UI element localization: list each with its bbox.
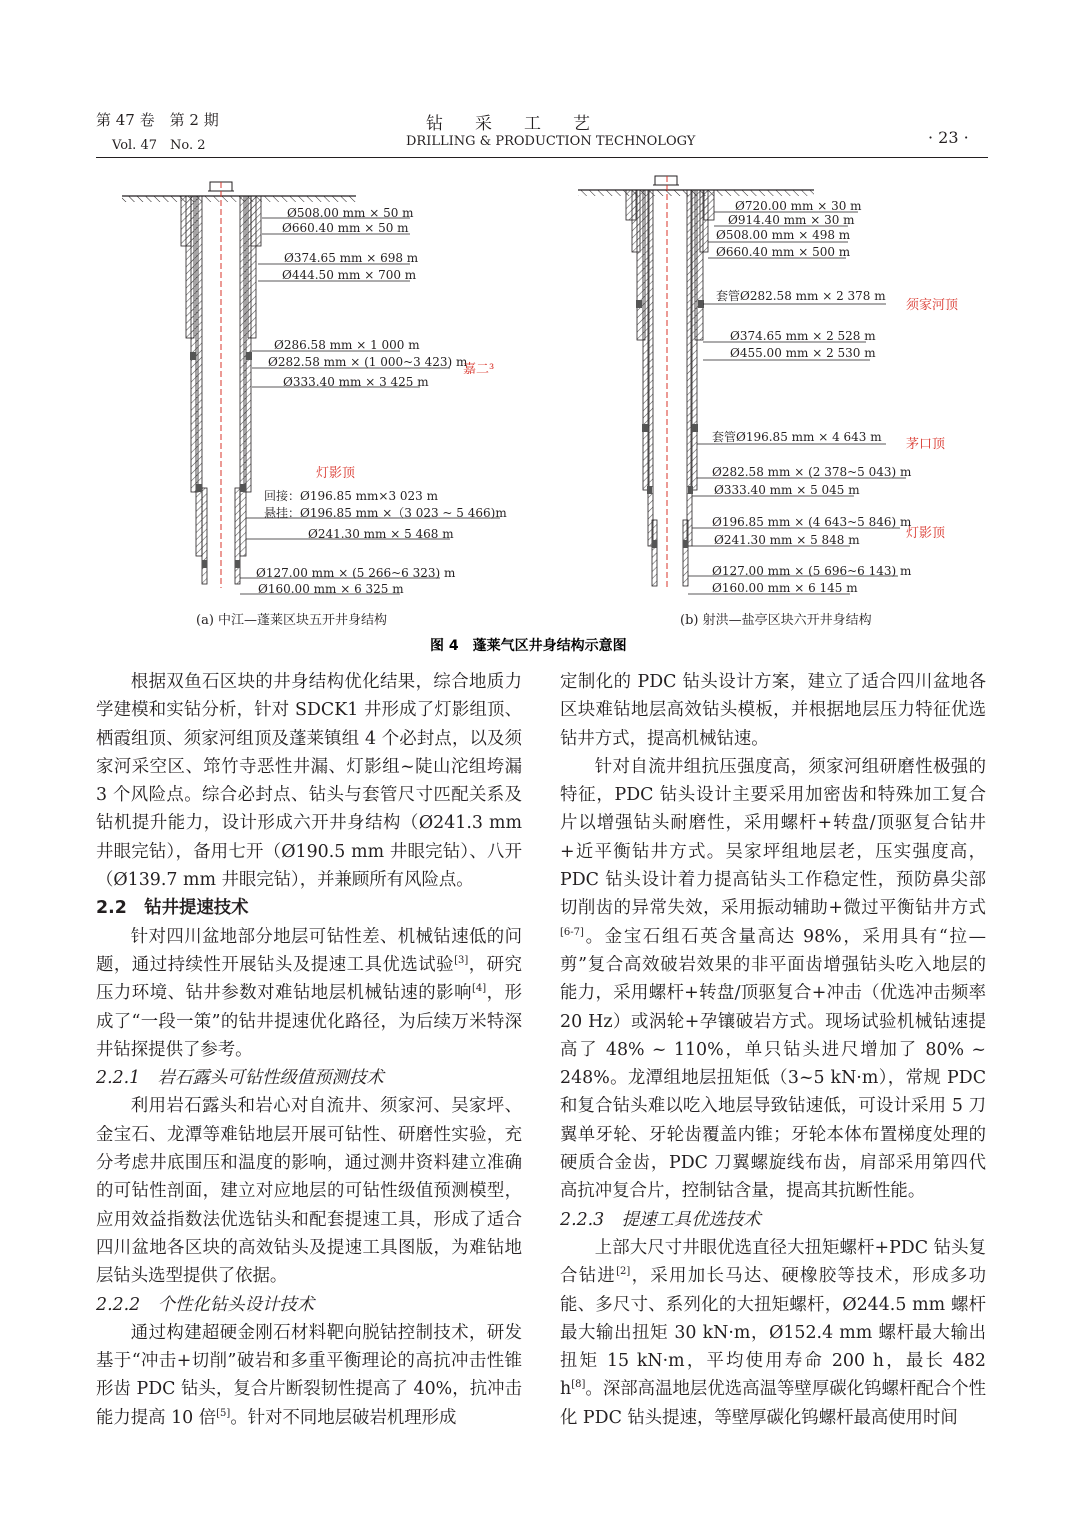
label-b-8: 套管Ø196.85 mm × 4 643 m [712, 430, 882, 444]
paragraph-r3: 上部大尺寸井眼优选直径大扭矩螺杆+PDC 钻头复合钻进[2]，采用加长马达、硬橡胶等技术，形成多功能、多尺寸、系列化的大扭矩螺杆，Ø244.5 mm 螺杆最大输出扭矩 30 kN·m，Ø152.4 mm 螺杆最大输出扭矩 15 kN·m，平均使用寿命 200 h，最长 482 h[8]。深部高温地层优选高温等壁厚碳化钨螺杆配合个性化 PDC 钻头提速，等壁厚碳化钨螺杆最高使用时间 [560, 1237, 986, 1428]
label-b-9: Ø282.58 mm × (2 378~5 043) m [712, 465, 912, 479]
label-b-12: Ø241.30 mm × 5 848 m [714, 533, 860, 547]
label-b-2: Ø914.40 mm × 30 m [728, 213, 855, 227]
label-a-5: Ø286.58 mm × 1 000 m [274, 338, 420, 352]
page-number: · 23 · [928, 128, 969, 147]
label-b-13: Ø127.00 mm × (5 696~6 143) m [712, 564, 912, 578]
well-structure-figure [0, 0, 1080, 660]
paragraph-l3: 利用岩石露头和岩心对自流井、须家河、吴家坪、金宝石、龙潭等难钻地层开展可钻性、研磨性实验，充分考虑井底围压和温度的影响，通过测井资料建立准确的可钻性剖面，建立对应地层的可钻性级值预测模型，应用效益指数法优选钻头和配套提速工具，形成了适合四川盆地各区块的高效钻头及提速工具图版，为难钻地层钻头选型提供了依据。 [96, 1096, 522, 1287]
label-a-4: Ø444.50 mm × 700 m [282, 268, 417, 282]
wellhead-b [655, 176, 677, 185]
citation-6-7[interactable]: [6-7] [560, 926, 584, 938]
label-b-11: Ø196.85 mm × (4 643~5 846) m [712, 515, 912, 529]
paragraph-l1: 根据双鱼石区块的井身结构优化结果，综合地质力学建模和实钻分析，针对 SDCK1 井形成了灯影组顶、栖霞组顶、须家河组顶及蓬莱镇组 4 个必封点，以及须家河采空区、筇竹寺恶性井漏、灯影组~陡山沱组垮漏 3 个风险点。综合必封点、钻头与套管尺寸匹配关系及钻机提升能力，设计形成六开井身结构（Ø241.3 mm 井眼完钻），备用七开（Ø190.5 mm 井眼完钻）、八开（Ø139.7 mm 井眼完钻），并兼顾所有风险点。 [96, 672, 522, 891]
citation-2[interactable]: [2] [616, 1266, 631, 1278]
right-column [560, 668, 986, 1432]
section-2-2-3-heading: 2.2.3 提速工具优选技术 [560, 1209, 761, 1230]
label-b-5: 套管Ø282.58 mm × 2 378 m [716, 289, 886, 303]
subfigure-caption-b: (b) 射洪—盐亭区块六开井身结构 [680, 613, 872, 628]
label-b-4: Ø660.40 mm × 500 m [716, 245, 851, 259]
label-a-1: Ø508.00 mm × 50 m [287, 206, 414, 220]
subfigure-caption-a: (a) 中江—蓬莱区块五开井身结构 [196, 613, 388, 628]
citation-8[interactable]: [8] [571, 1379, 586, 1391]
label-a-2: Ø660.40 mm × 50 m [282, 221, 409, 235]
ground-surface-a [122, 196, 356, 202]
label-b-3: Ø508.00 mm × 498 m [716, 228, 851, 242]
section-2-2-2-heading: 2.2.2 个性化钻头设计技术 [96, 1294, 315, 1315]
paragraph-r1: 定制化的 PDC 钻头设计方案，建立了适合四川盆地各区块难钻地层高效钻头模板，并根据地层压力特征优选钻井方式，提高机械钻速。 [560, 672, 986, 749]
label-b-6: Ø374.65 mm × 2 528 m [730, 329, 876, 343]
paragraph-l2: 针对四川盆地部分地层可钻性差、机械钻速低的问题，通过持续性开展钻头及提速工具优选试验[3]，研究压力环境、钻井参数对难钻地层机械钻速的影响[4]，形成了“一段一策”的钻井提速优化路径，为后续万米特深井钻探提供了参考。 [96, 926, 522, 1060]
label-a-7: Ø333.40 mm × 3 425 m [283, 375, 429, 389]
citation-5[interactable]: [5] [216, 1407, 231, 1419]
header-volume-cn: 第 47 卷 第 2 期 [96, 111, 219, 129]
figure-caption: 图 4 蓬莱气区井身结构示意图 [430, 638, 627, 654]
formation-b-xujiahe: 须家河顶 [906, 298, 959, 313]
citation-4[interactable]: [4] [472, 983, 487, 995]
label-a-12: Ø160.00 mm × 6 325 m [258, 582, 404, 596]
label-a-10: Ø241.30 mm × 5 468 m [308, 527, 454, 541]
formation-a-dengying: 灯影顶 [316, 466, 356, 481]
label-a-3: Ø374.65 mm × 698 m [284, 251, 419, 265]
formation-a-jia2: 嘉二³ [463, 362, 495, 377]
header-journal-en: DRILLING & PRODUCTION TECHNOLOGY [406, 134, 696, 149]
label-b-14: Ø160.00 mm × 6 145 m [712, 581, 858, 595]
paragraph-l4: 通过构建超硬金刚石材料靶向脱钴控制技术，研发基于“冲击+切削”破岩和多重平衡理论的高抗冲击性锥形齿 PDC 钻头，复合片断裂韧性提高了 40%，抗冲击能力提高 10 倍[5]。针对不同地层破岩机理形成 [96, 1322, 522, 1428]
citation-3[interactable]: [3] [454, 955, 469, 967]
header-volume-en: Vol. 47 No. 2 [112, 138, 206, 153]
label-a-8: 回接：Ø196.85 mm×3 023 m [264, 489, 439, 503]
section-2-2-1-heading: 2.2.1 岩石露头可钻性级值预测技术 [96, 1068, 384, 1089]
header-journal-cn: 钻采工艺 [426, 114, 622, 134]
label-a-6: Ø282.58 mm × (1 000~3 423) m [268, 355, 468, 369]
left-column [96, 668, 522, 1432]
formation-b-maokou: 茅口顶 [906, 437, 946, 452]
label-a-9: 悬挂：Ø196.85 mm ×（3 023 ~ 5 466)m [264, 506, 507, 520]
label-b-7: Ø455.00 mm × 2 530 m [730, 346, 876, 360]
formation-b-dengying: 灯影顶 [906, 526, 946, 541]
section-2-2-heading: 2.2 钻井提速技术 [96, 898, 249, 919]
label-b-1: Ø720.00 mm × 30 m [735, 199, 862, 213]
label-b-10: Ø333.40 mm × 5 045 m [714, 483, 860, 497]
label-a-11: Ø127.00 mm × (5 266~6 323) m [256, 566, 456, 580]
paragraph-r2: 针对自流井组抗压强度高，须家河组研磨性极强的特征，PDC 钻头设计主要采用加密齿和特殊加工复合片以增强钻头耐磨性，采用螺杆+转盘/顶驱复合钻井+近平衡钻井方式。吴家坪组地层老，压实强度高，PDC 钻头设计着力提高钻头工作稳定性，预防鼻尖部切削齿的异常失效，采用振动辅助+微过平衡钻井方式[6-7]。金宝石组石英含量高达 98%，采用具有“拉—剪”复合高效破岩效果的非平面齿增强钻头吃入地层的能力，采用螺杆+转盘/顶驱复合+冲击（优选冲击频率 20 Hz）或涡轮+孕镶破岩方式。现场试验机械钻速提高了 48% ~ 110%，单只钻头进尺增加了 80% ~ 248%。龙潭组地层扭矩低（3~5 kN·m），常规 PDC 和复合钻头难以吃入地层导致钻速低，可设计采用 5 刀翼单牙轮、牙轮齿覆盖内锥；牙轮本体布置梯度处理的硬质合金齿，PDC 刀翼螺旋线布齿，肩部采用第四代高抗冲复合片，控制钴含量，提高其抗断性能。 [560, 756, 986, 1202]
